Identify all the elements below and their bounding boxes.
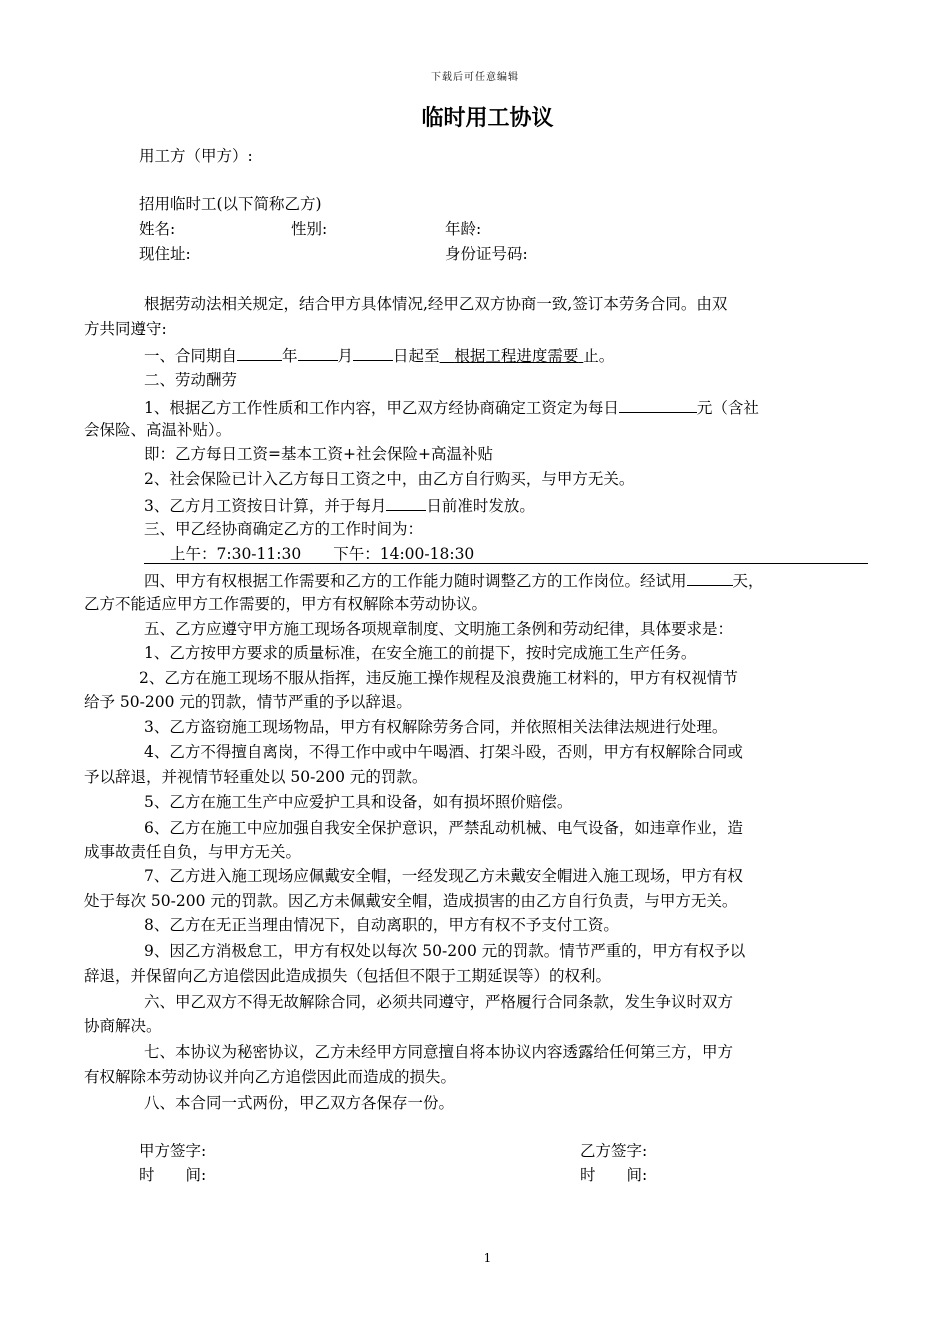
s1-text-c: 月 (337, 347, 354, 365)
s2-item-1-cont: 会保险、高温补贴）。 (84, 421, 232, 439)
s2-item-1: 1、根据乙方工作性质和工作内容，甲乙双方经协商确定工资定为每日 元（含社 (144, 396, 759, 418)
party-b-date-label: 时 间: (580, 1166, 648, 1184)
s5-item-2: 2、乙方在施工现场不服从指挥，违反施工操作规程及浪费施工材料的，甲方有权视情节 (139, 669, 738, 687)
section-3-heading: 三、甲乙经协商确定乙方的工作时间为： (144, 520, 424, 538)
field-name: 姓名: (139, 220, 176, 238)
blank-trial-days (687, 569, 733, 586)
section-6-cont: 协商解决。 (84, 1017, 162, 1035)
s5-item-7-cont: 处于每次 50-200 元的罚款。因乙方未佩戴安全帽，造成损害的由乙方自行负责，与甲方无关。 (84, 892, 738, 910)
s1-text-a: 一、合同期自 (144, 347, 238, 365)
blank-start-month (298, 344, 338, 361)
s5-item-6: 6、乙方在施工中应加强自我安全保护意识，严禁乱动机械、电气设备，如违章作业，造 (144, 819, 743, 837)
s2-wage-formula: 即：乙方每日工资=基本工资+社会保险+高温补贴 (144, 445, 493, 463)
blank-start-day (353, 344, 393, 361)
s5-item-4: 4、乙方不得擅自离岗，不得工作中或中午喝酒、打架斗殴，否则，甲方有权解除合同或 (144, 743, 743, 761)
page-number: 1 (483, 1251, 492, 1265)
blank-daily-wage (619, 396, 697, 413)
field-id-number: 身份证号码: (445, 245, 528, 263)
s5-item-5: 5、乙方在施工生产中应爱护工具和设备，如有损坏照价赔偿。 (144, 793, 573, 811)
intro-line-1: 根据劳动法相关规定，结合甲方具体情况,经甲乙双方协商一致,签订本劳务合同。由双 (144, 295, 728, 313)
s2-item-3: 3、乙方月工资按日计算，并于每月 日前准时发放。 (144, 494, 535, 516)
field-address: 现住址: (139, 245, 191, 263)
s5-item-9-cont: 辞退，并保留向乙方追偿因此造成损失（包括但不限于工期延误等）的权利。 (84, 967, 612, 985)
s5-item-6-cont: 成事故责任自负，与甲方无关。 (84, 843, 302, 861)
section-7-cont: 有权解除本劳动协议并向乙方追偿因此而造成的损失。 (84, 1068, 457, 1086)
section-4-cont: 乙方不能适应甲方工作需要的，甲方有权解除本劳动协议。 (84, 595, 488, 613)
intro-line-2: 方共同遵守: (84, 320, 167, 338)
work-hours-am: 上午：7:30-11:30 (170, 545, 302, 563)
employee-intro: 招用临时工(以下简称乙方) (139, 195, 322, 213)
s1-text-f: 止。 (583, 347, 615, 365)
work-hours-pm: 下午：14:00-18:30 (333, 545, 475, 563)
field-age: 年龄: (445, 220, 482, 238)
s2-item-2: 2、社会保险已计入乙方每日工资之中，由乙方自行购买，与甲方无关。 (144, 470, 635, 488)
section-8: 八、本合同一式两份，甲乙双方各保存一份。 (144, 1094, 455, 1112)
blank-start-year (237, 344, 282, 361)
party-a-date-label: 时 间: (139, 1166, 207, 1184)
party-b-signature-label: 乙方签字: (580, 1142, 648, 1160)
employer-label: 用工方（甲方）: (139, 147, 253, 165)
header-note: 下载后可任意编辑 (431, 72, 519, 83)
s5-item-9: 9、因乙方消极怠工，甲方有权处以每次 50-200 元的罚款。情节严重的，甲方有权予以 (144, 942, 746, 960)
s5-item-3: 3、乙方盗窃施工现场物品，甲方有权解除劳务合同，并依照相关法律法规进行处理。 (144, 718, 728, 736)
s1-end-condition: 根据工程进度需要 (454, 347, 579, 365)
s5-item-7: 7、乙方进入施工现场应佩戴安全帽，一经发现乙方未戴安全帽进入施工现场，甲方有权 (144, 867, 743, 885)
s1-text-b: 年 (282, 347, 298, 365)
party-a-signature-label: 甲方签字: (139, 1142, 207, 1160)
section-5-heading: 五、乙方应遵守甲方施工现场各项规章制度、文明施工条例和劳动纪律，具体要求是： (144, 620, 734, 638)
s5-item-4-cont: 予以辞退，并视情节轻重处以 50-200 元的罚款。 (84, 768, 428, 786)
section-4: 四、甲方有权根据工作需要和乙方的工作能力随时调整乙方的工作岗位。经试用 天， (144, 569, 764, 591)
field-gender: 性别: (291, 220, 328, 238)
s3-work-hours (144, 544, 868, 564)
blank-pay-day (386, 494, 426, 511)
section-6: 六、甲乙双方不得无故解除合同，必须共同遵守，严格履行合同条款，发生争议时双方 (144, 993, 734, 1011)
s5-item-1: 1、乙方按甲方要求的质量标准，在安全施工的前提下，按时完成施工生产任务。 (144, 644, 697, 662)
s5-item-8: 8、乙方在无正当理由情况下，自动离职的，甲方有权不予支付工资。 (144, 916, 619, 934)
s1-text-d: 日起至 (393, 347, 440, 365)
section-1-contract-period (144, 344, 614, 366)
s5-item-2-cont: 给予 50-200 元的罚款，情节严重的予以辞退。 (84, 693, 412, 711)
section-7: 七、本协议为秘密协议，乙方未经甲方同意擅自将本协议内容透露给任何第三方，甲方 (144, 1043, 734, 1061)
section-2-heading: 二、劳动酬劳 (144, 371, 238, 389)
document-title: 临时用工协议 (421, 106, 554, 131)
